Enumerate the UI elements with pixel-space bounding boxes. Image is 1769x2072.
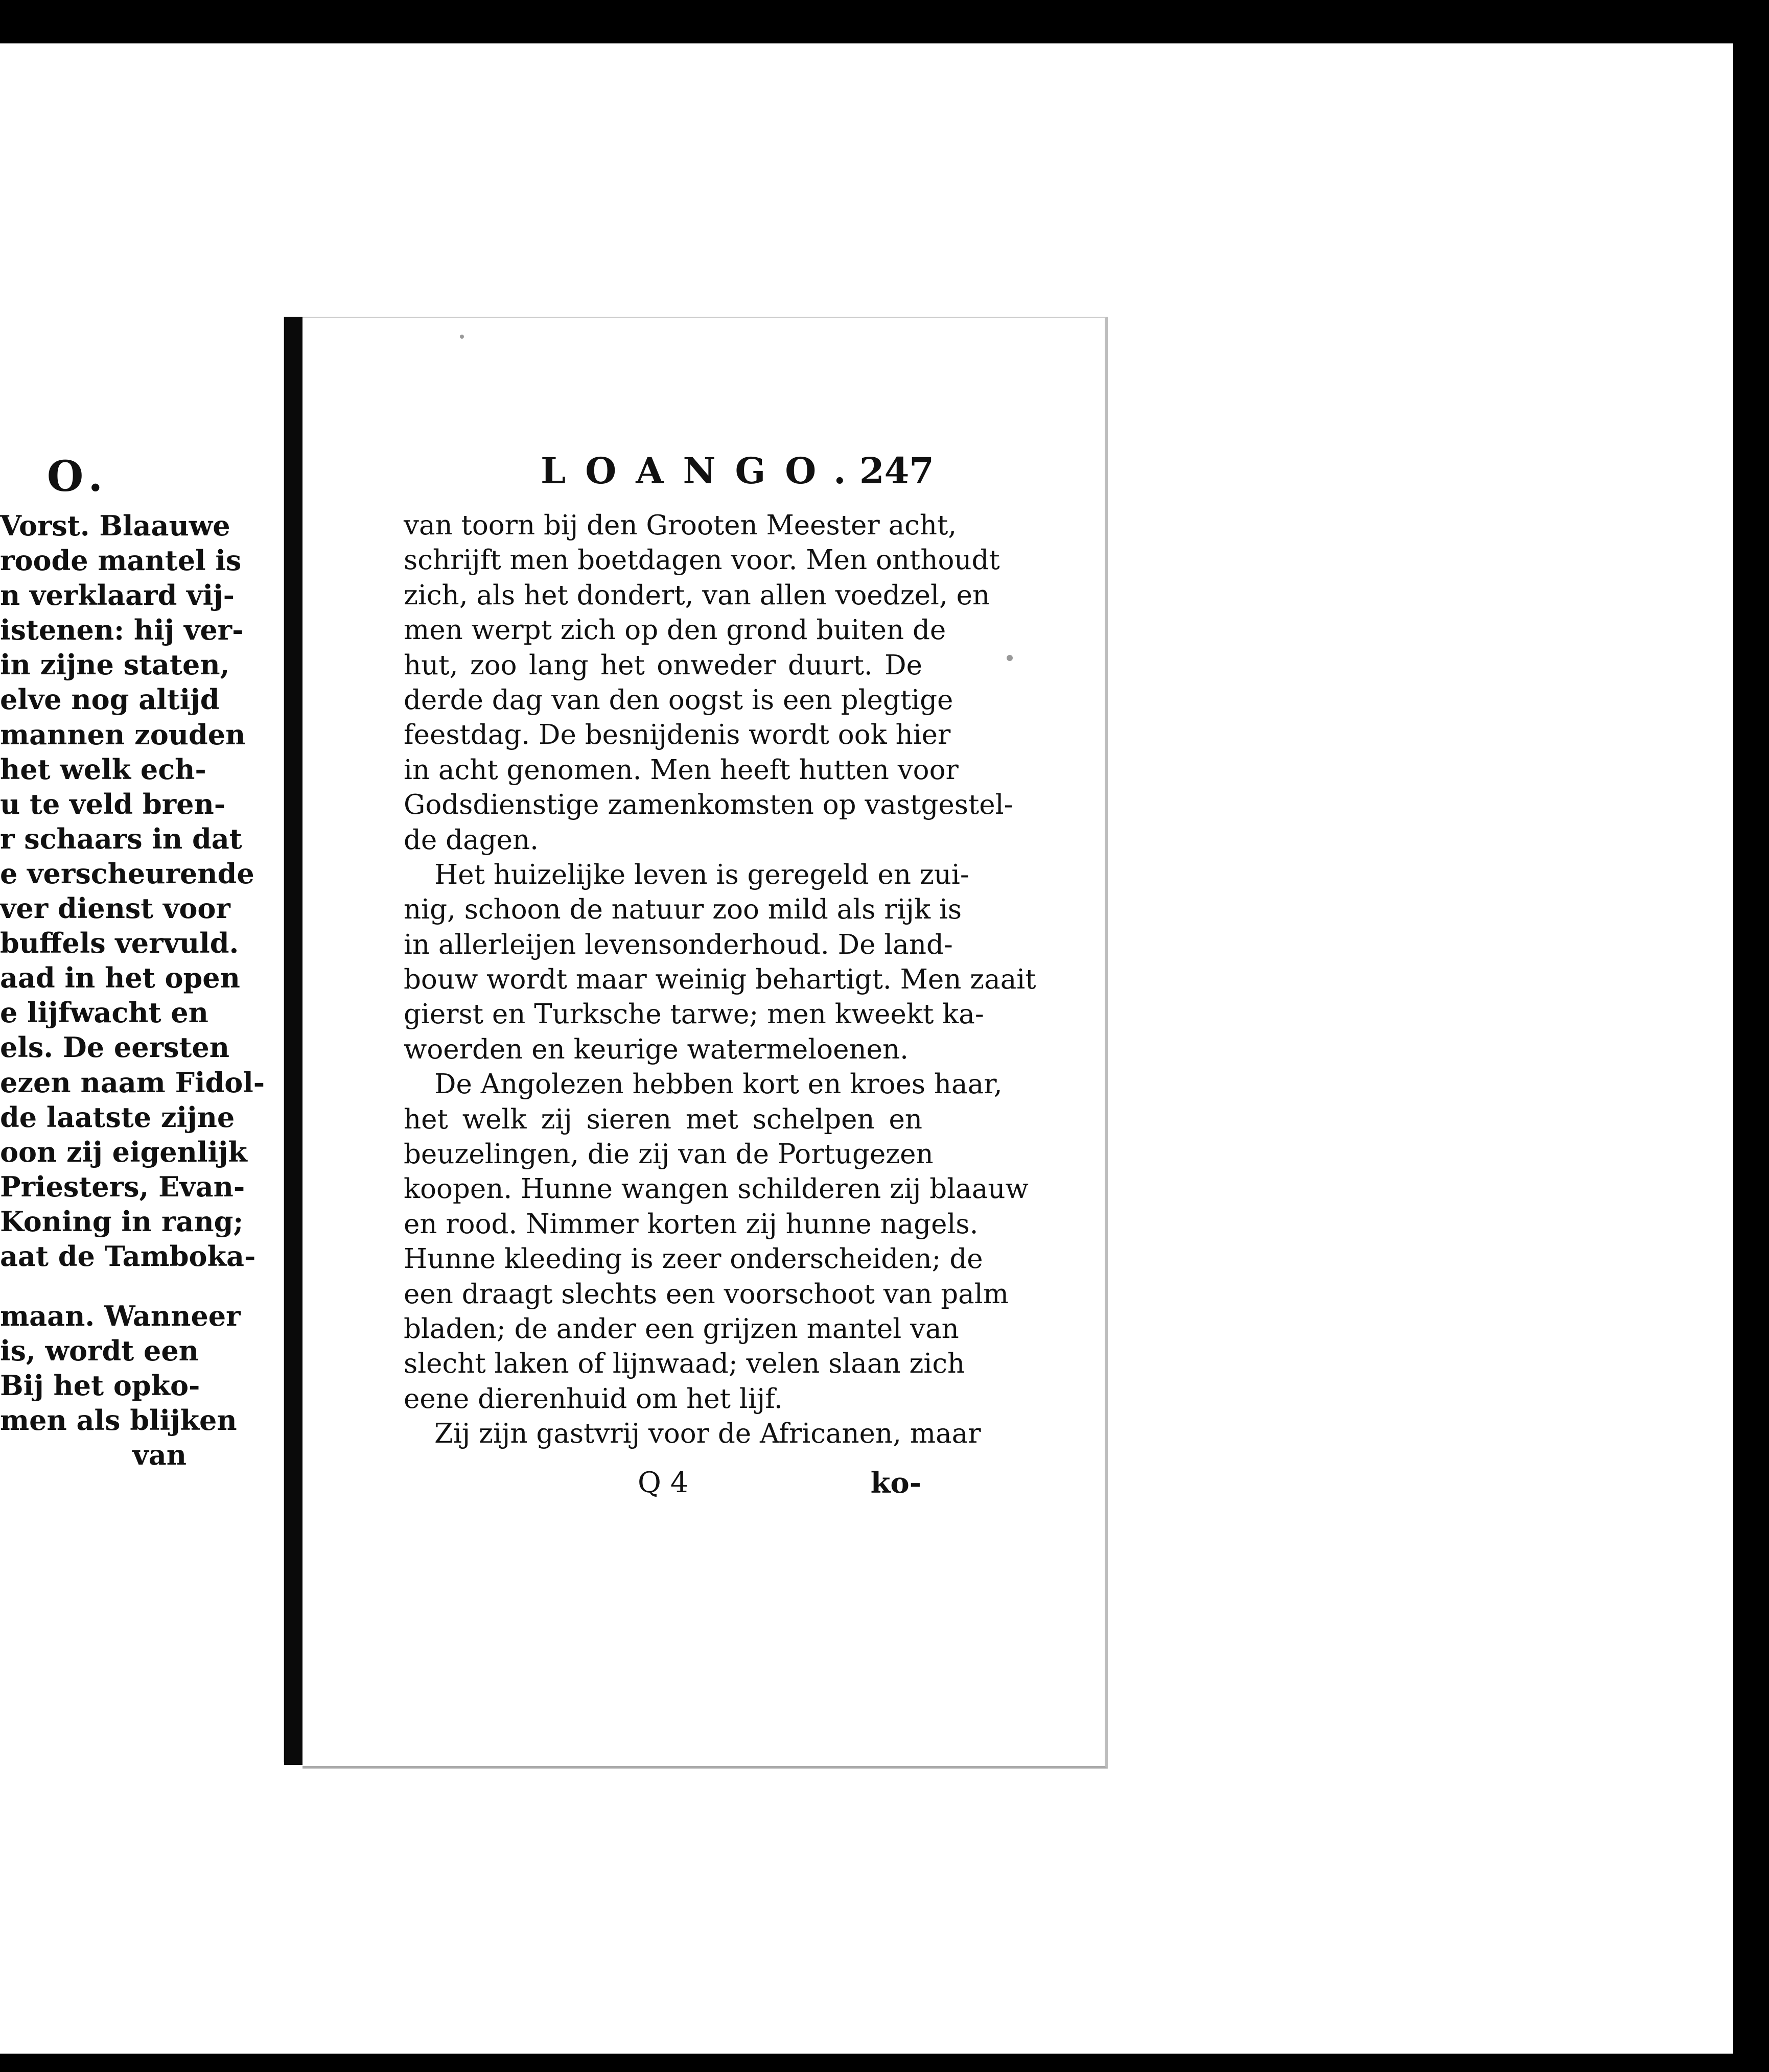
text-line: aad in het open xyxy=(0,961,240,995)
text-line: mannen zouden xyxy=(0,718,246,751)
text-line: Zij zijn gastvrij voor de Africanen, maar xyxy=(434,1418,981,1450)
text-line: gierst en Turksche tarwe; men kweekt ka- xyxy=(404,999,984,1030)
text-line: is, wordt een xyxy=(0,1334,199,1368)
text-line: Het huizelijke leven is geregeld en zui- xyxy=(434,859,969,890)
text-line: De Angolezen hebben kort en kroes haar, xyxy=(434,1069,1003,1100)
text-line: r schaars in dat xyxy=(0,822,242,855)
text-line: het welk ech- xyxy=(0,752,206,786)
page-footer xyxy=(638,1466,921,1504)
text-line: en rood. Nimmer korten zij hunne nagels. xyxy=(404,1208,979,1240)
text-line: van toorn bij den Grooten Meester acht, xyxy=(404,510,957,541)
text-line: roode mantel is xyxy=(0,544,242,577)
catchword: ko- xyxy=(870,1466,921,1500)
text-line: ver dienst voor xyxy=(0,892,230,925)
text-line: buffels vervuld. xyxy=(0,927,239,960)
text-line: bouw wordt maar weinig behartigt. Men zaait xyxy=(404,964,1036,996)
text-line: u te veld bren- xyxy=(0,787,226,820)
text-line: eene dierenhuid om het lijf. xyxy=(404,1383,783,1415)
text-line: slecht laken of lijnwaad; velen slaan zich xyxy=(404,1348,965,1380)
text-line: elve nog altijd xyxy=(0,683,220,716)
text-line: Bij het opko- xyxy=(0,1369,200,1402)
text-line: n verklaard vij- xyxy=(0,579,235,612)
left-page-running-title: O. xyxy=(46,452,110,501)
book-spine xyxy=(284,317,302,1765)
running-title: LOANGO. xyxy=(541,450,866,492)
text-line: in allerleijen levensonderhoud. De land- xyxy=(404,929,953,960)
text-line: schrijft men boetdagen voor. Men onthoudt xyxy=(404,545,1000,576)
right-page-header xyxy=(541,450,934,490)
text-line xyxy=(0,1274,187,1299)
text-line: Hunne kleeding is zeer onderscheiden; de xyxy=(404,1243,983,1275)
text-line: de laatste zijne xyxy=(0,1100,235,1134)
text-line: feestdag. De besnijdenis wordt ook hier xyxy=(404,719,951,751)
text-line: een draagt slechts een voorschoot van palm xyxy=(404,1278,1009,1310)
text-line: derde dag van den oogst is een plegtige xyxy=(404,684,953,716)
text-line: de dagen. xyxy=(404,824,539,856)
signature-mark: Q 4 xyxy=(638,1466,689,1499)
text-line: e verscheurende xyxy=(0,857,254,890)
text-line: aat de Tamboka- xyxy=(0,1239,256,1273)
text-line: hut, zoo lang het onweder duurt. De xyxy=(404,649,922,681)
text-line: nig, schoon de natuur zoo mild als rijk is xyxy=(404,894,962,926)
text-line: men als blijken xyxy=(0,1404,237,1437)
text-line: Koning in rang; xyxy=(0,1205,244,1238)
text-line: maan. Wanneer xyxy=(0,1300,241,1333)
text-line: men werpt zich op den grond buiten de xyxy=(404,615,946,646)
text-line: e lijfwacht en xyxy=(0,996,208,1029)
text-line: bladen; de ander een grijzen mantel van xyxy=(404,1313,959,1345)
right-page-text xyxy=(404,508,1036,1452)
text-line: van xyxy=(132,1439,187,1472)
text-line: in acht genomen. Men heeft hutten voor xyxy=(404,754,959,786)
page-number: 247 xyxy=(859,450,934,492)
text-line: istenen: hij ver- xyxy=(0,614,244,647)
paper-speck xyxy=(1007,655,1013,661)
left-page-text xyxy=(0,508,265,1473)
text-line: Priesters, Evan- xyxy=(0,1170,245,1203)
text-line: het welk zij sieren met schelpen en xyxy=(404,1103,922,1135)
text-line: koopen. Hunne wangen schilderen zij blaauw xyxy=(404,1173,1029,1205)
text-line: oon zij eigenlijk xyxy=(0,1135,247,1168)
text-line: beuzelingen, die zij van de Portugezen xyxy=(404,1139,934,1170)
text-line: Godsdienstige zamenkomsten op vastgestel- xyxy=(404,789,1013,821)
text-line: woerden en keurige watermeloenen. xyxy=(404,1033,909,1065)
text-line: zich, als het dondert, van allen voedzel, en xyxy=(404,579,990,611)
text-line: in zijne staten, xyxy=(0,648,230,681)
text-line: Vorst. Blaauwe xyxy=(0,509,230,542)
paper-speck xyxy=(460,335,464,339)
text-line: els. De eersten xyxy=(0,1031,229,1064)
text-line: ezen naam Fidol- xyxy=(0,1066,265,1099)
